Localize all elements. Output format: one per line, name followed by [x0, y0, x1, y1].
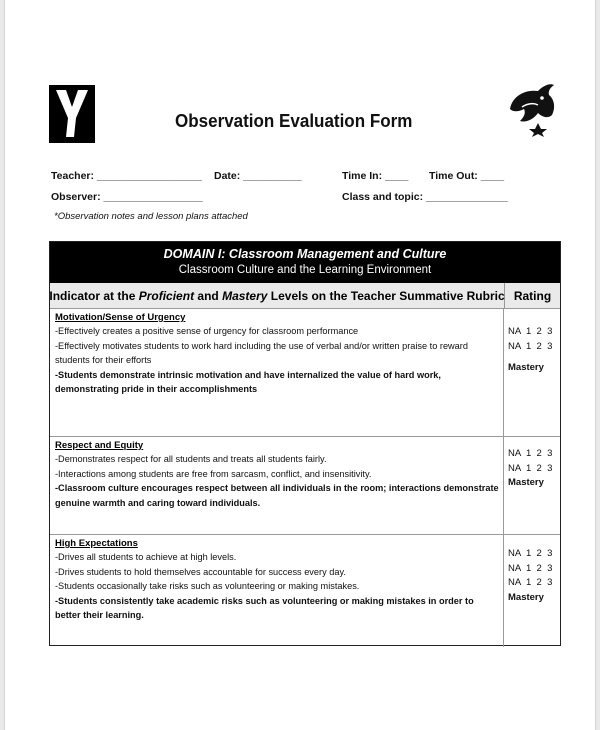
mastery-label: Mastery [508, 362, 544, 373]
column-header-row [50, 283, 560, 309]
mastery-label: Mastery [508, 591, 544, 603]
rating-cell [504, 535, 560, 647]
indicator-text: -Interactions among students are free from sarcasm, conflict, and insensitivity. [55, 468, 372, 479]
indicator-text: -Drives students to hold themselves accountable for success every day. [55, 566, 346, 577]
rating-scale[interactable]: NA 1 2 3 [508, 548, 553, 559]
rating-scale[interactable]: NA 1 2 3 [508, 562, 553, 574]
mastery-label: Mastery [508, 477, 544, 488]
section-title: High Expectations [55, 538, 138, 549]
class-topic-field[interactable]: Class and topic: ______________ [342, 191, 508, 203]
observer-field[interactable]: Observer: _________________ [51, 191, 203, 203]
rating-scale[interactable]: NA 1 2 3 [508, 448, 553, 459]
rating-scale[interactable]: NA 1 2 3 [508, 340, 553, 352]
indicator-cell [50, 309, 504, 436]
rating-cell [504, 437, 560, 534]
mastery-indicator-text: -Students demonstrate intrinsic motivation and have internalized the value of hard work, demonstrating pride in their accomplishments [55, 369, 441, 394]
rubric-section-expectations [50, 535, 560, 647]
domain-title: DOMAIN I: Classroom Management and Culture [163, 247, 447, 261]
document-page [4, 0, 596, 730]
indicator-text: -Effectively creates a positive sense of urgency for classroom performance [55, 326, 359, 336]
rubric-section-respect [50, 437, 560, 535]
indicator-cell [50, 535, 504, 647]
rubric-table [49, 241, 561, 646]
domain-subtitle: Classroom Culture and the Learning Environment [178, 264, 432, 276]
indicator-column-header: Indicator at the Proficient and Mastery Levels on the Teacher Summative Rubric [50, 283, 505, 308]
rating-scale[interactable]: NA 1 2 3 [508, 462, 553, 474]
mastery-indicator-text: -Students consistently take academic risks such as volunteering or making mistakes in order to better their learning. [55, 595, 474, 620]
rating-column-header: Rating [513, 288, 552, 303]
rating-scale[interactable]: NA 1 2 3 [508, 577, 553, 588]
rating-scale[interactable]: NA 1 2 3 [508, 326, 553, 337]
section-title: Respect and Equity [55, 440, 144, 451]
indicator-text: -Students occasionally take risks such as volunteering or making mistakes. [55, 581, 360, 591]
horse-mascot-logo [502, 79, 560, 137]
teacher-field[interactable]: Teacher: __________________ [51, 170, 203, 182]
time-in-field[interactable]: Time In: ____ [342, 170, 409, 182]
mastery-indicator-text: -Classroom culture encourages respect between all individuals in the room; interactions demonstrate genuine warmth and caring toward individuals. [55, 483, 499, 508]
section-title: Motivation/Sense of Urgency [55, 312, 186, 323]
attachment-note: *Observation notes and lesson plans attached [54, 211, 248, 222]
rating-cell [504, 309, 560, 436]
rubric-section-motivation [50, 309, 560, 437]
date-field[interactable]: Date: __________ [214, 170, 302, 182]
school-logo-y [49, 85, 95, 143]
time-out-field[interactable]: Time Out: ____ [429, 170, 505, 182]
indicator-text: -Effectively motivates students to work hard including the use of verbal and/or written praise to reward students for their efforts [55, 340, 468, 365]
indicator-text: -Drives all students to achieve at high levels. [55, 552, 237, 562]
indicator-text: -Demonstrates respect for all students and treats all students fairly. [55, 454, 327, 464]
indicator-cell [50, 437, 504, 534]
form-title: Observation Evaluation Form [175, 110, 413, 131]
domain-header [50, 242, 560, 283]
